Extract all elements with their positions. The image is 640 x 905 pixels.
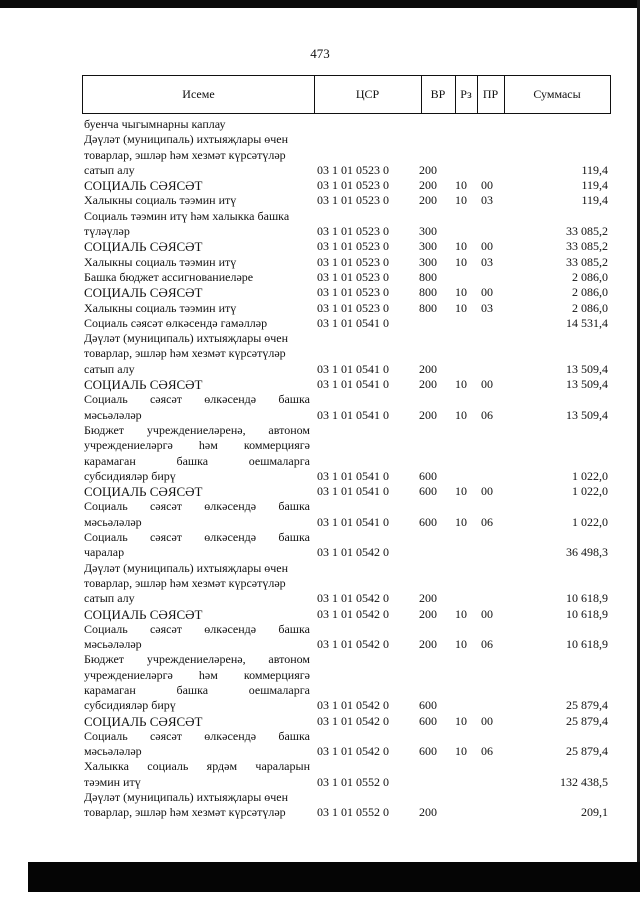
row-name: мәсьәләләр bbox=[84, 744, 142, 759]
header-csr: ЦСР bbox=[314, 76, 422, 113]
table-row bbox=[0, 744, 640, 759]
row-name: Халыкны социаль тәэмин итү bbox=[84, 254, 237, 269]
row-vr: 200 bbox=[419, 377, 437, 392]
table-row bbox=[0, 637, 640, 652]
table-row bbox=[0, 224, 640, 239]
row-sum: 2 086,0 bbox=[572, 285, 608, 300]
row-vr: 300 bbox=[419, 254, 437, 269]
row-name: СОЦИАЛЬ СӘЯСӘТ bbox=[84, 178, 203, 194]
row-sum: 33 085,2 bbox=[566, 224, 608, 239]
table-row bbox=[0, 377, 640, 392]
row-sum: 1 022,0 bbox=[572, 484, 608, 499]
row-sum: 10 618,9 bbox=[566, 637, 608, 652]
row-name: Бюджет учреждениеләренә, автоном bbox=[84, 422, 310, 437]
table-row bbox=[0, 576, 640, 591]
row-rz: 10 bbox=[455, 637, 467, 652]
row-name: Социаль сәясәт өлкәсендә башка bbox=[84, 728, 310, 743]
row-pr: 00 bbox=[481, 713, 493, 728]
row-rz: 10 bbox=[455, 713, 467, 728]
row-name: товарлар, эшләр һәм хезмәт күрсәтүләр bbox=[84, 805, 286, 820]
row-name: СОЦИАЛЬ СӘЯСӘТ bbox=[84, 239, 203, 255]
row-csr: 03 1 01 0541 0 bbox=[317, 484, 389, 499]
row-rz: 10 bbox=[455, 407, 467, 422]
row-rz: 10 bbox=[455, 514, 467, 529]
table-row bbox=[0, 759, 640, 774]
row-csr: 03 1 01 0542 0 bbox=[317, 545, 389, 560]
table-row bbox=[0, 607, 640, 622]
row-sum: 14 531,4 bbox=[566, 315, 608, 330]
table-row bbox=[0, 484, 640, 499]
row-sum: 209,1 bbox=[581, 805, 608, 820]
table-row bbox=[0, 148, 640, 163]
row-name: сатып алу bbox=[84, 591, 135, 606]
row-pr: 03 bbox=[481, 254, 493, 269]
row-pr: 06 bbox=[481, 514, 493, 529]
row-vr: 200 bbox=[419, 162, 437, 177]
row-sum: 1 022,0 bbox=[572, 514, 608, 529]
row-rz: 10 bbox=[455, 254, 467, 269]
header-sum: Суммасы bbox=[533, 87, 581, 101]
table-row bbox=[0, 499, 640, 514]
row-csr: 03 1 01 0523 0 bbox=[317, 193, 389, 208]
row-sum: 10 618,9 bbox=[566, 591, 608, 606]
row-vr: 600 bbox=[419, 484, 437, 499]
row-sum: 2 086,0 bbox=[572, 300, 608, 315]
row-name: Халыкны социаль тәэмин итү bbox=[84, 300, 237, 315]
row-vr: 600 bbox=[419, 744, 437, 759]
table-row bbox=[0, 255, 640, 270]
row-sum: 25 879,4 bbox=[566, 698, 608, 713]
header-vr: ВР bbox=[421, 76, 456, 113]
table-row bbox=[0, 591, 640, 606]
table-header bbox=[82, 75, 611, 114]
row-name: мәсьәләләр bbox=[84, 514, 142, 529]
row-csr: 03 1 01 0523 0 bbox=[317, 224, 389, 239]
row-name: СОЦИАЛЬ СӘЯСӘТ bbox=[84, 484, 203, 500]
row-sum: 25 879,4 bbox=[566, 744, 608, 759]
row-name: субсидияләр бирү bbox=[84, 468, 176, 483]
table-row bbox=[0, 652, 640, 667]
row-pr: 00 bbox=[481, 239, 493, 254]
row-name: чаралар bbox=[84, 545, 125, 560]
row-csr: 03 1 01 0541 0 bbox=[317, 407, 389, 422]
table-row bbox=[0, 515, 640, 530]
row-csr: 03 1 01 0541 0 bbox=[317, 377, 389, 392]
row-vr: 600 bbox=[419, 698, 437, 713]
table-row bbox=[0, 132, 640, 147]
row-pr: 03 bbox=[481, 300, 493, 315]
row-pr: 06 bbox=[481, 744, 493, 759]
row-csr: 03 1 01 0541 0 bbox=[317, 361, 389, 376]
scan-edge-bottom bbox=[28, 862, 640, 892]
row-rz: 10 bbox=[455, 377, 467, 392]
row-csr: 03 1 01 0523 0 bbox=[317, 162, 389, 177]
row-sum: 13 509,4 bbox=[566, 377, 608, 392]
row-vr: 300 bbox=[419, 239, 437, 254]
row-name: Социаль сәясәт өлкәсендә гамәлләр bbox=[84, 315, 268, 330]
table-row bbox=[0, 301, 640, 316]
table-row bbox=[0, 163, 640, 178]
row-name: Социаль сәясәт өлкәсендә башка bbox=[84, 621, 310, 636]
row-csr: 03 1 01 0523 0 bbox=[317, 178, 389, 193]
table-row bbox=[0, 469, 640, 484]
row-pr: 00 bbox=[481, 285, 493, 300]
row-pr: 06 bbox=[481, 637, 493, 652]
row-name: карамаган башка оешмаларга bbox=[84, 682, 310, 697]
row-name: буенча чыгымнарны каплау bbox=[84, 117, 226, 131]
row-rz: 10 bbox=[455, 300, 467, 315]
row-csr: 03 1 01 0541 0 bbox=[317, 315, 389, 330]
row-pr: 00 bbox=[481, 606, 493, 621]
scan-edge-top bbox=[0, 0, 637, 8]
table-row bbox=[0, 454, 640, 469]
table-row bbox=[0, 668, 640, 683]
table-row bbox=[0, 239, 640, 254]
table-row bbox=[0, 805, 640, 820]
row-name: товарлар, эшләр һәм хезмәт күрсәтүләр bbox=[84, 147, 286, 162]
row-name: товарлар, эшләр һәм хезмәт күрсәтүләр bbox=[84, 346, 286, 361]
row-sum: 36 498,3 bbox=[566, 545, 608, 560]
row-name: Социаль сәясәт өлкәсендә башка bbox=[84, 392, 310, 407]
header-name: Исеме bbox=[83, 76, 315, 113]
row-name: учреждениеләргә һәм коммерциягә bbox=[84, 667, 310, 682]
table-row bbox=[0, 117, 640, 132]
table-row bbox=[0, 545, 640, 560]
row-vr: 200 bbox=[419, 361, 437, 376]
row-name: учреждениеләргә һәм коммерциягә bbox=[84, 438, 310, 453]
row-name: Дәүләт (муниципаль) ихтыяҗлары өчен bbox=[84, 560, 289, 575]
row-vr: 200 bbox=[419, 193, 437, 208]
row-csr: 03 1 01 0542 0 bbox=[317, 713, 389, 728]
row-name: СОЦИАЛЬ СӘЯСӘТ bbox=[84, 285, 203, 301]
table-row bbox=[0, 423, 640, 438]
table-row bbox=[0, 209, 640, 224]
row-vr: 800 bbox=[419, 300, 437, 315]
row-rz: 10 bbox=[455, 285, 467, 300]
row-name: СОЦИАЛЬ СӘЯСӘТ bbox=[84, 713, 203, 729]
header-rz: Рз bbox=[455, 76, 478, 113]
row-name: товарлар, эшләр һәм хезмәт күрсәтүләр bbox=[84, 575, 286, 590]
row-name: СОЦИАЛЬ СӘЯСӘТ bbox=[84, 606, 203, 622]
row-sum: 33 085,2 bbox=[566, 254, 608, 269]
table-row bbox=[0, 408, 640, 423]
row-csr: 03 1 01 0541 0 bbox=[317, 468, 389, 483]
row-name: мәсьәләләр bbox=[84, 407, 142, 422]
row-name: мәсьәләләр bbox=[84, 637, 142, 652]
row-sum: 13 509,4 bbox=[566, 361, 608, 376]
row-sum: 10 618,9 bbox=[566, 606, 608, 621]
row-csr: 03 1 01 0542 0 bbox=[317, 744, 389, 759]
row-csr: 03 1 01 0523 0 bbox=[317, 269, 389, 284]
table-body bbox=[0, 117, 640, 821]
table-row bbox=[0, 270, 640, 285]
table-row bbox=[0, 193, 640, 208]
row-name: сатып алу bbox=[84, 162, 135, 177]
row-rz: 10 bbox=[455, 484, 467, 499]
row-name: Халыкны социаль тәэмин итү bbox=[84, 193, 237, 208]
row-name: Башка бюджет ассигнованиеләре bbox=[84, 269, 254, 284]
table-row bbox=[0, 530, 640, 545]
table-row bbox=[0, 790, 640, 805]
row-name: Социаль сәясәт өлкәсендә башка bbox=[84, 530, 310, 545]
row-name: СОЦИАЛЬ СӘЯСӘТ bbox=[84, 377, 203, 393]
row-csr: 03 1 01 0541 0 bbox=[317, 514, 389, 529]
row-pr: 00 bbox=[481, 484, 493, 499]
row-csr: 03 1 01 0523 0 bbox=[317, 254, 389, 269]
row-vr: 200 bbox=[419, 407, 437, 422]
row-vr: 800 bbox=[419, 285, 437, 300]
row-sum: 132 438,5 bbox=[560, 774, 608, 789]
row-csr: 03 1 01 0523 0 bbox=[317, 300, 389, 315]
row-csr: 03 1 01 0542 0 bbox=[317, 637, 389, 652]
row-vr: 600 bbox=[419, 468, 437, 483]
table-row bbox=[0, 346, 640, 361]
row-name: сатып алу bbox=[84, 361, 135, 376]
row-sum: 119,4 bbox=[581, 193, 608, 208]
table-row bbox=[0, 178, 640, 193]
row-sum: 2 086,0 bbox=[572, 269, 608, 284]
row-name: субсидияләр бирү bbox=[84, 698, 176, 713]
row-rz: 10 bbox=[455, 606, 467, 621]
row-pr: 06 bbox=[481, 407, 493, 422]
table-row bbox=[0, 438, 640, 453]
row-pr: 00 bbox=[481, 178, 493, 193]
row-sum: 25 879,4 bbox=[566, 713, 608, 728]
table-row bbox=[0, 285, 640, 300]
table-row bbox=[0, 622, 640, 637]
table-row bbox=[0, 714, 640, 729]
row-vr: 200 bbox=[419, 606, 437, 621]
row-csr: 03 1 01 0523 0 bbox=[317, 239, 389, 254]
row-name: Социаль тәэмин итү һәм халыкка башка bbox=[84, 208, 290, 223]
row-rz: 10 bbox=[455, 744, 467, 759]
row-vr: 800 bbox=[419, 269, 437, 284]
row-vr: 600 bbox=[419, 713, 437, 728]
row-sum: 119,4 bbox=[581, 178, 608, 193]
row-sum: 119,4 bbox=[581, 162, 608, 177]
row-csr: 03 1 01 0542 0 bbox=[317, 606, 389, 621]
row-rz: 10 bbox=[455, 193, 467, 208]
row-sum: 33 085,2 bbox=[566, 239, 608, 254]
page-number: 473 bbox=[310, 46, 330, 61]
row-vr: 200 bbox=[419, 591, 437, 606]
row-csr: 03 1 01 0542 0 bbox=[317, 591, 389, 606]
table-row bbox=[0, 362, 640, 377]
row-name: Социаль сәясәт өлкәсендә башка bbox=[84, 499, 310, 514]
row-name: тәэмин итү bbox=[84, 774, 141, 789]
table-row bbox=[0, 775, 640, 790]
row-name: карамаган башка оешмаларга bbox=[84, 453, 310, 468]
row-name: Дәүләт (муниципаль) ихтыяҗлары өчен bbox=[84, 331, 289, 346]
row-vr: 200 bbox=[419, 637, 437, 652]
table-row bbox=[0, 331, 640, 346]
row-csr: 03 1 01 0552 0 bbox=[317, 774, 389, 789]
row-name: Халыкка социаль ярдәм чараларын bbox=[84, 759, 310, 774]
row-pr: 00 bbox=[481, 377, 493, 392]
table-row bbox=[0, 316, 640, 331]
row-sum: 13 509,4 bbox=[566, 407, 608, 422]
row-vr: 600 bbox=[419, 514, 437, 529]
row-name: Дәүләт (муниципаль) ихтыяҗлары өчен bbox=[84, 790, 289, 805]
row-name: түләүләр bbox=[84, 224, 130, 239]
row-vr: 200 bbox=[419, 178, 437, 193]
row-rz: 10 bbox=[455, 239, 467, 254]
row-name: Дәүләт (муниципаль) ихтыяҗлары өчен bbox=[84, 132, 289, 147]
row-csr: 03 1 01 0552 0 bbox=[317, 805, 389, 820]
row-name: Бюджет учреждениеләренә, автоном bbox=[84, 652, 310, 667]
header-pr: ПР bbox=[477, 76, 505, 113]
table-row bbox=[0, 683, 640, 698]
table-row bbox=[0, 561, 640, 576]
row-csr: 03 1 01 0542 0 bbox=[317, 698, 389, 713]
row-pr: 03 bbox=[481, 193, 493, 208]
table-row bbox=[0, 698, 640, 713]
row-vr: 300 bbox=[419, 224, 437, 239]
row-csr: 03 1 01 0523 0 bbox=[317, 285, 389, 300]
row-rz: 10 bbox=[455, 178, 467, 193]
row-vr: 200 bbox=[419, 805, 437, 820]
table-row bbox=[0, 392, 640, 407]
table-row bbox=[0, 729, 640, 744]
row-sum: 1 022,0 bbox=[572, 468, 608, 483]
